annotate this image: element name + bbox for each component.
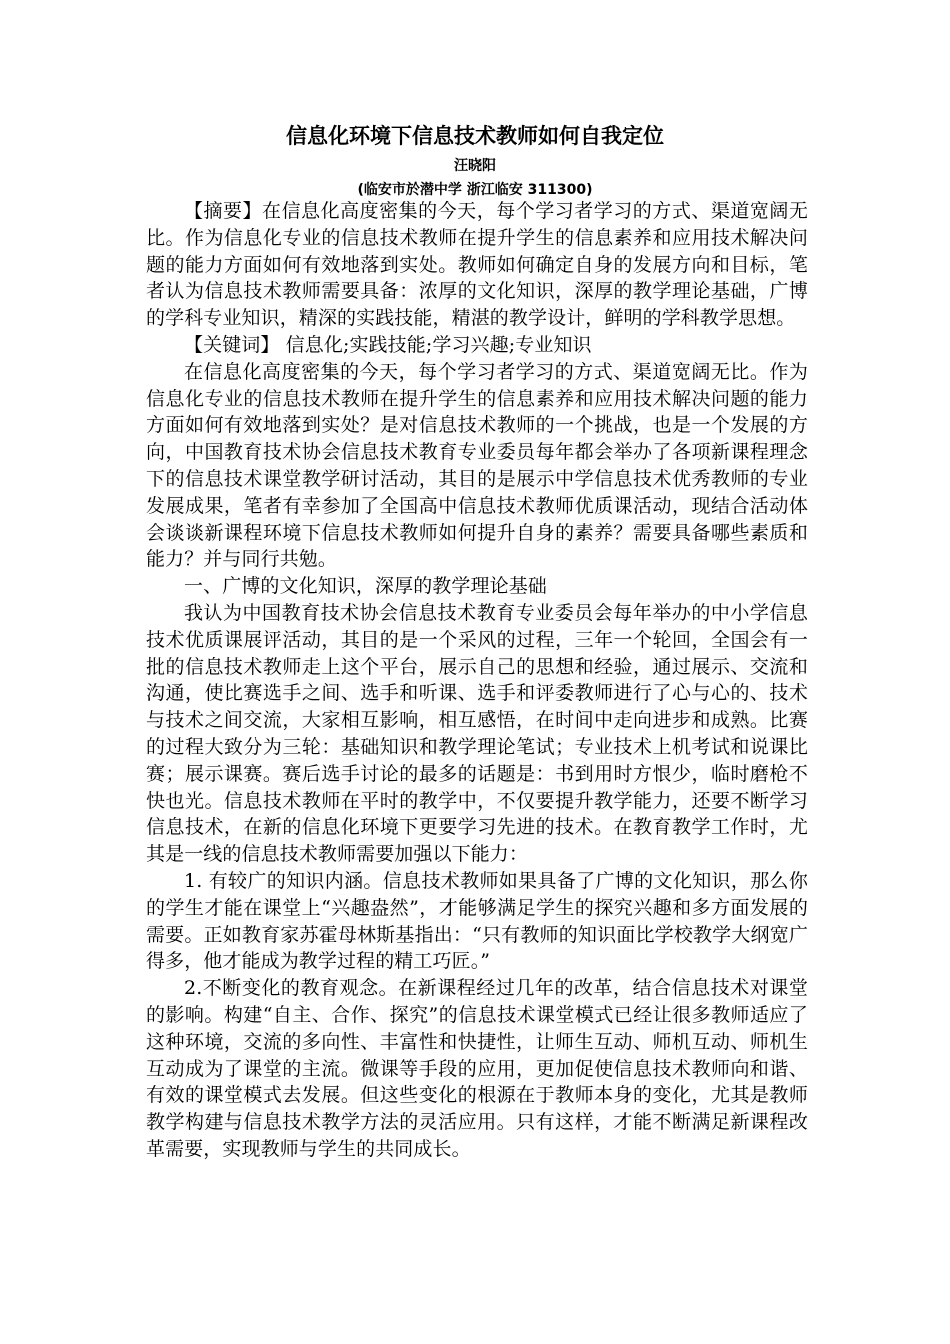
document-header [0, 118, 950, 202]
point-2-paragraph: 2.不断变化的教育观念。在新课程经过几年的改革，结合信息技术对课堂的影响。构建“自主、合作、探究”的信息技术课堂模式已经让很多教师适应了这种环境，交流的多向性、丰富性和快捷性，让师生互动、师机互动、师机生互动成为了课堂的主流。微课等手段的应用，更加促使信息技术教师向和谐、有效的课堂模式去发展。但这些变化的根源在于教师本身的变化，尤其是教师教学构建与信息技术教学方法的灵活应用。只有这样，才能不断满足新课程改革需要，实现教师与学生的共同成长。 [146, 977, 808, 1160]
section-heading: 一、广博的文化知识，深厚的教学理论基础 [184, 575, 547, 598]
document-body [146, 198, 808, 1163]
keywords-paragraph: 【关键词】 信息化;实践技能;学习兴趣;专业知识 [184, 333, 592, 356]
point-1-paragraph: 1. 有较广的知识内涵。信息技术教师如果具备了广博的文化知识，那么你的学生才能在课堂上“兴趣盎然”，才能够满足学生的探究兴趣和多方面发展的需要。正如教育家苏霍母林斯基指出：“只有教师的知识面比学校教学大纲宽广得多，他才能成为教学过程的精工巧匠。” [146, 869, 808, 973]
page-title: 信息化环境下信息技术教师如何自我定位 [286, 124, 664, 148]
author-name: 汪晓阳 [454, 158, 496, 174]
abstract-paragraph: 【摘要】在信息化高度密集的今天，每个学习者学习的方式、渠道宽阔无比。作为信息化专业的信息技术教师在提升学生的信息素养和应用技术解决问题的能力方面如何有效地落到实处。教师如何确定自身的发展方向和目标，笔者认为信息技术教师需要具备：浓厚的文化知识，深厚的教学理论基础，广博的学科专业知识，精深的实践技能，精湛的教学设计，鲜明的学科教学思想。 [146, 200, 808, 330]
section-paragraph: 我认为中国教育技术协会信息技术教育专业委员会每年举办的中小学信息技术优质课展评活动，其目的是一个采风的过程，三年一个轮回，全国会有一批的信息技术教师走上这个平台，展示自己的思想和经验，通过展示、交流和沟通，使比赛选手之间、选手和听课、选手和评委教师进行了心与心的、技术与技术之间交流，大家相互影响，相互感悟，在时间中走向进步和成熟。比赛的过程大致分为三轮：基础知识和教学理论笔试；专业技术上机考试和说课比赛；展示课赛。赛后选手讨论的最多的话题是：书到用时方恨少，临时磨枪不快也光。信息技术教师在平时的教学中，不仅要提升教学能力，还要不断学习信息技术，在新的信息化环境下更要学习先进的技术。在教育教学工作时，尤其是一线的信息技术教师需要加强以下能力： [146, 601, 808, 866]
intro-paragraph: 在信息化高度密集的今天，每个学习者学习的方式、渠道宽阔无比。作为信息化专业的信息技术教师在提升学生的信息素养和应用技术解决问题的能力方面如何有效地落到实处？是对信息技术教师的一个挑战，也是一个发展的方向，中国教育技术协会信息技术教育专业委员每年都会举办了各项新课程理念下的信息技术课堂教学研讨活动，其目的是展示中学信息技术优秀教师的专业发展成果，笔者有幸参加了全国高中信息技术教师优质课活动，现结合活动体会谈谈新课程环境下信息技术教师如何提升自身的素养？需要具备哪些素质和能力？并与同行共勉。 [146, 360, 808, 571]
author-affiliation: (临安市於潜中学 浙江临安 311300) [357, 182, 593, 198]
